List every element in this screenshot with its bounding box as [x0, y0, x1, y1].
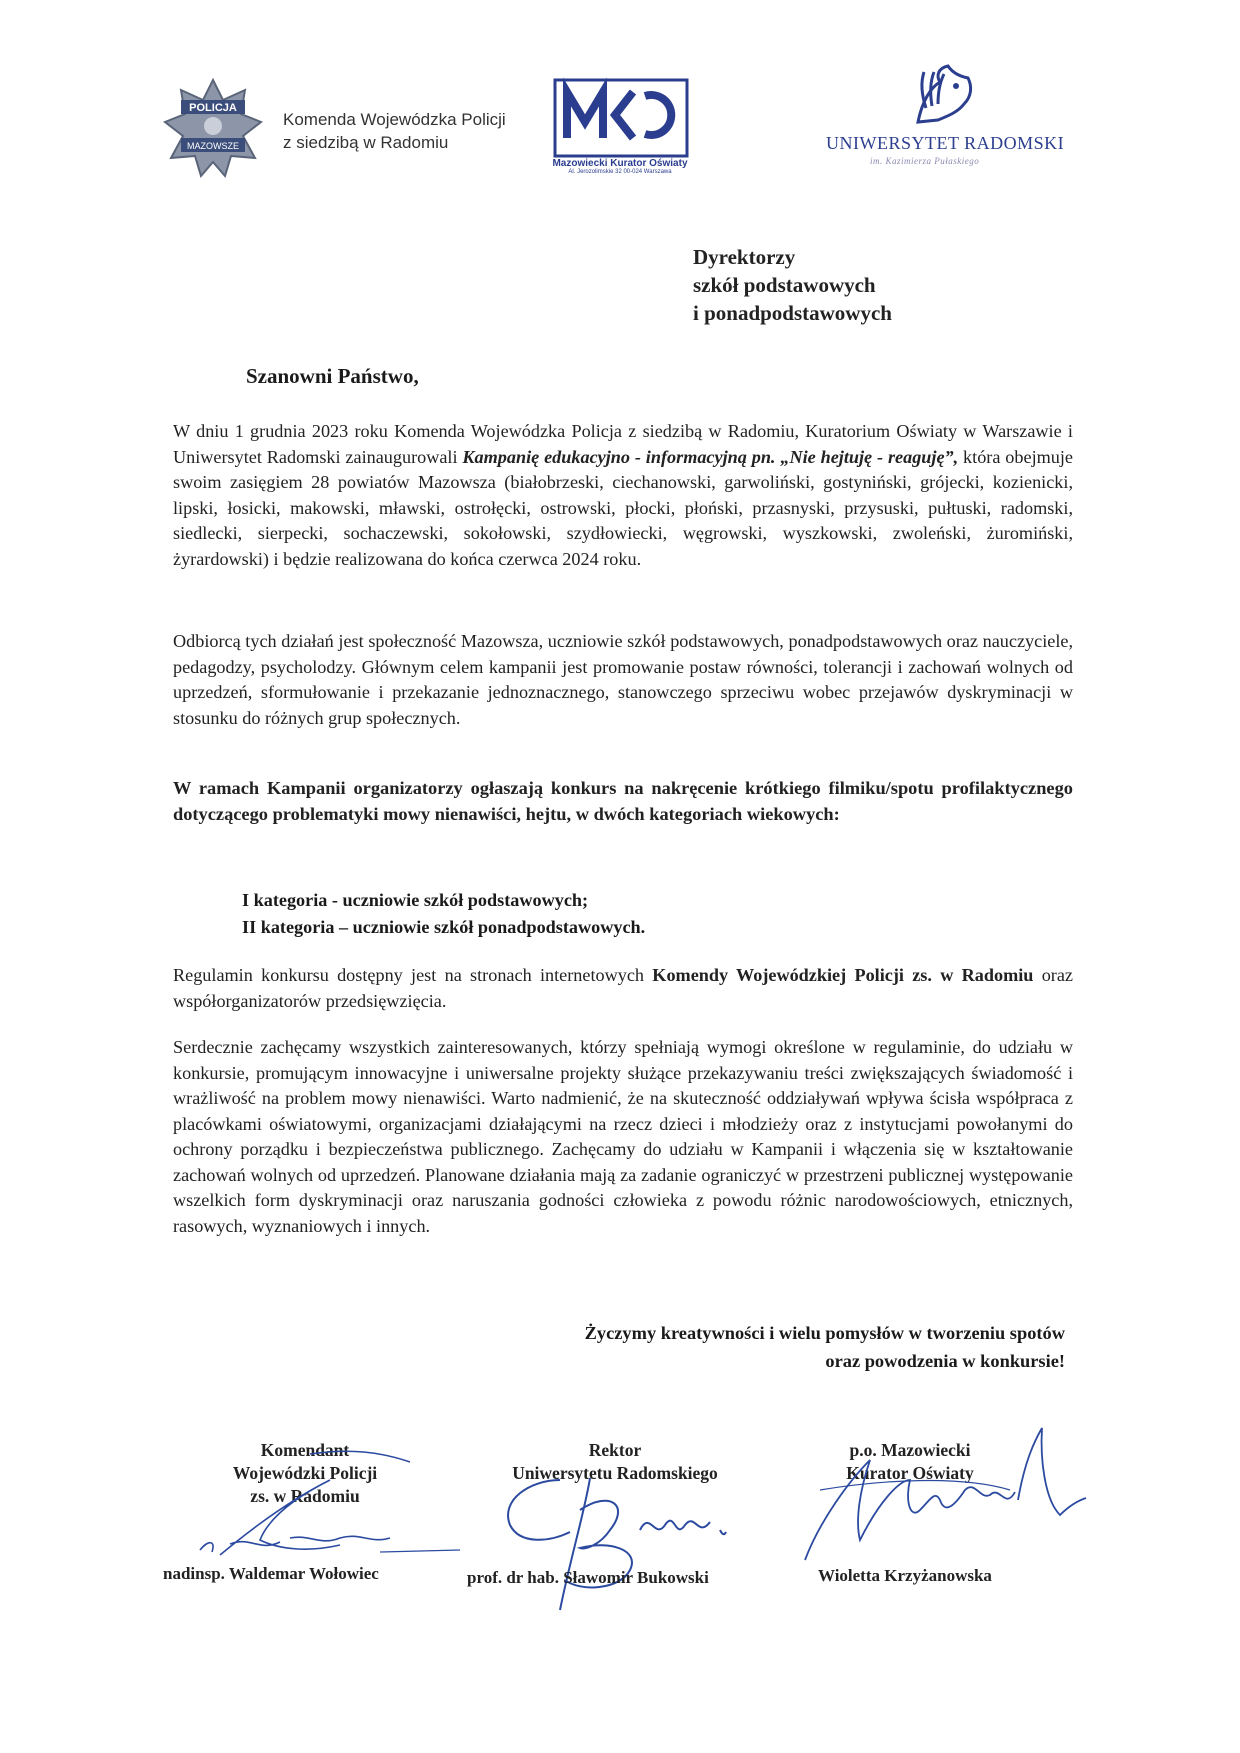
signature-title-line: Uniwersytetu Radomskiego: [512, 1463, 718, 1483]
handwritten-signature-police: [160, 1440, 460, 1570]
addressee-line: szkół podstawowych: [693, 273, 876, 297]
signatory-name-curator: Wioletta Krzyżanowska: [818, 1566, 992, 1585]
mko-emblem-icon: [553, 78, 689, 158]
university-logo: [908, 62, 978, 128]
closing-line: Życzymy kreatywności i wielu pomysłów w tworzeniu spotów: [584, 1323, 1065, 1343]
closing-line: oraz powodzenia w konkursie!: [825, 1351, 1065, 1371]
paragraph-campaign-intro: [173, 419, 1073, 572]
university-subtitle: im. Kazimierza Pułaskiego: [870, 156, 980, 166]
salutation: Szanowni Państwo,: [246, 364, 419, 388]
police-badge-bottom-text: MAZOWSZE: [187, 141, 239, 151]
signature-title-line: p.o. Mazowiecki: [849, 1440, 971, 1460]
paragraph-regulations: [173, 963, 1073, 1014]
paragraph-audience: Odbiorcą tych działań jest społeczność Mazowsza, uczniowie szkół podstawowych, ponadpodstawowych oraz nauczyciele, pedagodzy, psycholodzy. Głównym celem kampanii jest promowanie postaw równości, tolerancji i zachowań wolnych od uprzedzeń, sformułowanie i przekazanie jednoznacznego, stanowczego sprzeciwu wobec przejawów dyskryminacji w stosunku do różnych grup społecznych.: [173, 631, 1073, 728]
mko-caption-line2: Al. Jerozolimskie 32 00-024 Warszawa: [568, 169, 672, 175]
police-name-line2: z siedzibą w Radomiu: [283, 133, 449, 152]
handwritten-signature-curator: [760, 1420, 1090, 1570]
university-name: UNIWERSYTET RADOMSKI: [826, 133, 1065, 153]
police-star-icon: [163, 78, 263, 178]
police-logo: [163, 78, 263, 178]
mko-caption: [540, 158, 700, 175]
handwritten-signature-rector: [490, 1470, 770, 1620]
addressee-line: i ponadpodstawowych: [693, 301, 892, 325]
mko-caption-line1: Mazowiecki Kurator Oświaty: [552, 158, 688, 169]
campaign-name: Kampanię edukacyjno - informacyjną pn. „Nie hejtuję - reaguję”,: [462, 446, 959, 467]
paragraph4-text-b: oraz współorganizatorów przedsięwzięcia.: [173, 965, 1074, 1011]
paragraph1-text-b: która obejmuje swoim zasięgiem 28 powiatów Mazowsza (białobrzeski, ciechanowski, garwoliński, gostyniński, grójecki, kozienicki, lipski, łosicki, makowski, mławski, ostrołęcki, ostrowski, płocki, płoński, przasnyski, przysuski, pułtuski, radomski, siedlecki, sierpecki, sochaczewski, sokołowski, szydłowiecki, węgrowski, wyszkowski, zwoleński, żuromiński, żyrardowski) i będzie realizowana do końca czerwca 2024 roku.: [173, 446, 1073, 569]
signatory-name-rector: prof. dr hab. Sławomir Bukowski: [467, 1568, 709, 1587]
category-item: II kategoria – uczniowie szkół ponadpodstawowych.: [242, 917, 646, 937]
signature-title-line: Wojewódzki Policji: [232, 1463, 378, 1483]
police-badge-top-text: POLICJA: [189, 102, 237, 114]
signature-title-line: Rektor: [588, 1440, 642, 1460]
signature-title-line: Komendant: [260, 1440, 350, 1460]
paragraph-contest: W ramach Kampanii organizatorzy ogłaszają konkurs na nakręcenie krótkiego filmiku/spotu profilaktycznego dotyczącego problematyki mowy nienawiści, hejtu, w dwóch kategoriach wiekowych:: [173, 778, 1073, 824]
police-name-line1: Komenda Wojewódzka Policji: [283, 110, 506, 129]
addressee: [693, 243, 892, 327]
signatory-name-police: nadinsp. Waldemar Wołowiec: [163, 1564, 379, 1583]
closing-wishes: [440, 1319, 1065, 1375]
signature-title-line: Kurator Oświaty: [846, 1463, 974, 1483]
addressee-line: Dyrektorzy: [693, 245, 796, 269]
paragraph1-text-a: W dniu 1 grudnia 2023 roku Komenda Wojewódzka Policja z siedzibą w Radomiu, Kuratorium Oświaty w Warszawie i Uniwersytet Radomski zainaugurowali: [173, 421, 1073, 467]
police-name: [283, 108, 506, 154]
contest-categories: [242, 887, 645, 941]
police-headquarters-name: Komendy Wojewódzkiej Policji zs. w Radomiu: [652, 965, 1034, 985]
paragraph-encouragement: Serdecznie zachęcamy wszystkich zainteresowanych, którzy spełniają wymogi określone w regulaminie, do udziału w konkursie, promującym innowacyjne i uniwersalne projekty służące przekazywaniu treści zwiększających świadomość i wrażliwość na problem mowy nienawiści. Warto nadmienić, że na skuteczność oddziaływań wpływa ścisła współpraca z placówkami oświatowymi, organizacjami działającymi na rzecz dzieci i młodzieży oraz z instytucjami powołanymi do ochrony porządku i bezpieczeństwa publicznego. Zachęcamy do udziału w Kampanii i włączenia się w kształtowanie zachowań wolnych od uprzedzeń. Planowane działania mają za zadanie ograniczyć w przestrzeni publicznej występowanie wszelkich form dyskryminacji oraz naruszania godności człowieka z powodu różnic narodowościowych, etnicznych, rasowych, wyznaniowych i innych.: [173, 1037, 1073, 1236]
category-item: I kategoria - uczniowie szkół podstawowych;: [242, 890, 589, 910]
mko-logo-text: MKO: [555, 76, 558, 77]
mko-logo: [553, 78, 689, 158]
paragraph4-text-a: Regulamin konkursu dostępny jest na stronach internetowych: [173, 965, 653, 985]
griffin-icon: [908, 62, 978, 128]
signature-title-line: zs. w Radomiu: [250, 1486, 360, 1506]
